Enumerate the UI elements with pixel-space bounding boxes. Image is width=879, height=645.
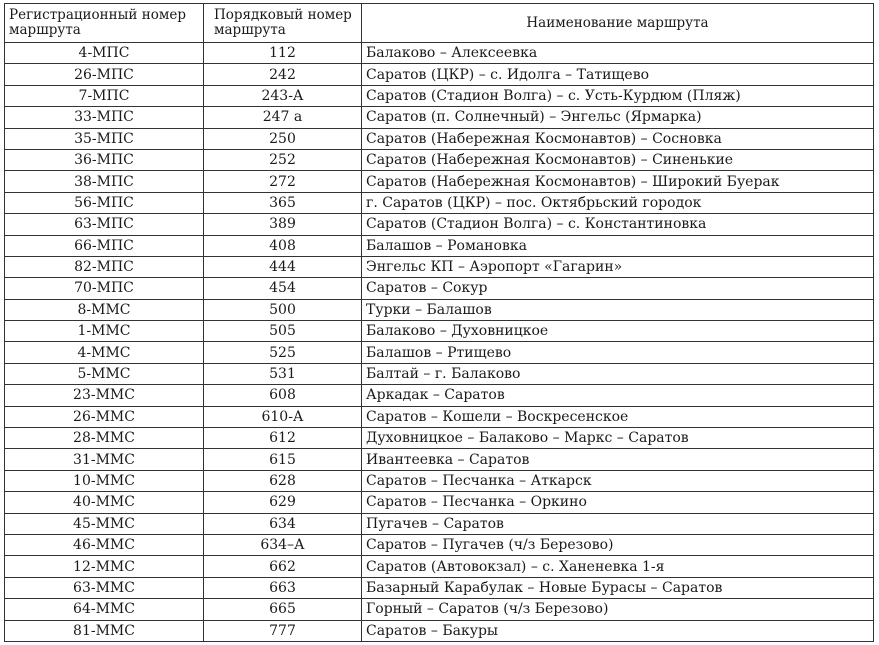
route-name-cell: Горный – Саратов (ч/з Березово) <box>362 599 874 620</box>
route-name-cell: Саратов (Стадион Волга) – с. Константиновка <box>362 214 874 235</box>
table-row <box>5 342 874 363</box>
table-row <box>5 470 874 491</box>
route-name-cell: Балашов – Романовка <box>362 235 874 256</box>
reg-number-cell: 7-МПС <box>5 85 204 106</box>
table-row <box>5 449 874 470</box>
table-row <box>5 192 874 213</box>
table-row <box>5 214 874 235</box>
seq-number-cell: 250 <box>204 128 362 149</box>
routes-table <box>4 3 874 642</box>
reg-number-cell: 63-ММС <box>5 577 204 598</box>
seq-number-cell: 612 <box>204 428 362 449</box>
reg-number-cell: 70-МПС <box>5 278 204 299</box>
table-row <box>5 513 874 534</box>
table-row <box>5 128 874 149</box>
seq-number-cell: 663 <box>204 577 362 598</box>
table-row <box>5 235 874 256</box>
reg-number-cell: 82-МПС <box>5 256 204 277</box>
reg-number-cell: 4-МПС <box>5 43 204 64</box>
seq-number-cell: 444 <box>204 256 362 277</box>
table-row <box>5 64 874 85</box>
table-row <box>5 534 874 555</box>
seq-number-cell: 777 <box>204 620 362 641</box>
seq-number-cell: 629 <box>204 492 362 513</box>
route-name-cell: Саратов – Бакуры <box>362 620 874 641</box>
seq-number-cell: 662 <box>204 556 362 577</box>
table-row <box>5 149 874 170</box>
route-name-cell: Балаково – Духовницкое <box>362 321 874 342</box>
seq-number-cell: 112 <box>204 43 362 64</box>
reg-number-cell: 64-ММС <box>5 599 204 620</box>
reg-number-cell: 56-МПС <box>5 192 204 213</box>
route-name-cell: Саратов (Набережная Космонавтов) – Сосновка <box>362 128 874 149</box>
reg-number-cell: 45-ММС <box>5 513 204 534</box>
table-row <box>5 43 874 64</box>
header-route-name: Наименование маршрута <box>362 4 874 43</box>
table-body <box>5 43 874 642</box>
reg-number-cell: 10-ММС <box>5 470 204 491</box>
reg-number-cell: 63-МПС <box>5 214 204 235</box>
seq-number-cell: 531 <box>204 363 362 384</box>
route-name-cell: Балашов – Ртищево <box>362 342 874 363</box>
route-name-cell: Пугачев – Саратов <box>362 513 874 534</box>
reg-number-cell: 5-ММС <box>5 363 204 384</box>
seq-number-cell: 242 <box>204 64 362 85</box>
reg-number-cell: 12-ММС <box>5 556 204 577</box>
reg-number-cell: 1-ММС <box>5 321 204 342</box>
seq-number-cell: 628 <box>204 470 362 491</box>
seq-number-cell: 454 <box>204 278 362 299</box>
reg-number-cell: 8-ММС <box>5 299 204 320</box>
route-name-cell: Балтай – г. Балаково <box>362 363 874 384</box>
header-row <box>5 4 874 43</box>
reg-number-cell: 33-МПС <box>5 107 204 128</box>
route-name-cell: Саратов (Набережная Космонавтов) – Синенькие <box>362 149 874 170</box>
reg-number-cell: 66-МПС <box>5 235 204 256</box>
table-row <box>5 428 874 449</box>
reg-number-cell: 40-ММС <box>5 492 204 513</box>
seq-number-cell: 365 <box>204 192 362 213</box>
reg-number-cell: 36-МПС <box>5 149 204 170</box>
table-row <box>5 107 874 128</box>
table-row <box>5 299 874 320</box>
route-name-cell: Энгельс КП – Аэропорт «Гагарин» <box>362 256 874 277</box>
header-seq-number: Порядковый номер маршрута <box>204 4 362 43</box>
reg-number-cell: 26-МПС <box>5 64 204 85</box>
route-name-cell: Аркадак – Саратов <box>362 385 874 406</box>
route-name-cell: Саратов – Кошели – Воскресенское <box>362 406 874 427</box>
route-name-cell: Духовницкое – Балаково – Маркс – Саратов <box>362 428 874 449</box>
route-name-cell: Саратов (п. Солнечный) – Энгельс (Ярмарка) <box>362 107 874 128</box>
reg-number-cell: 46-ММС <box>5 534 204 555</box>
table-row <box>5 171 874 192</box>
reg-number-cell: 81-ММС <box>5 620 204 641</box>
seq-number-cell: 272 <box>204 171 362 192</box>
seq-number-cell: 500 <box>204 299 362 320</box>
seq-number-cell: 252 <box>204 149 362 170</box>
reg-number-cell: 23-ММС <box>5 385 204 406</box>
route-name-cell: Базарный Карабулак – Новые Бурасы – Саратов <box>362 577 874 598</box>
route-name-cell: Саратов – Сокур <box>362 278 874 299</box>
seq-number-cell: 610-А <box>204 406 362 427</box>
table-row <box>5 577 874 598</box>
seq-number-cell: 665 <box>204 599 362 620</box>
reg-number-cell: 38-МПС <box>5 171 204 192</box>
table-row <box>5 385 874 406</box>
table-row <box>5 363 874 384</box>
reg-number-cell: 4-ММС <box>5 342 204 363</box>
seq-number-cell: 247 а <box>204 107 362 128</box>
route-name-cell: Саратов – Пугачев (ч/з Березово) <box>362 534 874 555</box>
route-name-cell: Ивантеевка – Саратов <box>362 449 874 470</box>
seq-number-cell: 634–А <box>204 534 362 555</box>
table-row <box>5 278 874 299</box>
seq-number-cell: 525 <box>204 342 362 363</box>
route-name-cell: Саратов – Песчанка – Аткарск <box>362 470 874 491</box>
table-row <box>5 256 874 277</box>
table-row <box>5 599 874 620</box>
route-name-cell: Балаково – Алексеевка <box>362 43 874 64</box>
reg-number-cell: 26-ММС <box>5 406 204 427</box>
seq-number-cell: 408 <box>204 235 362 256</box>
seq-number-cell: 634 <box>204 513 362 534</box>
table-row <box>5 321 874 342</box>
table-row <box>5 492 874 513</box>
table-row <box>5 620 874 641</box>
seq-number-cell: 608 <box>204 385 362 406</box>
table-header <box>5 4 874 43</box>
route-name-cell: Саратов – Песчанка – Оркино <box>362 492 874 513</box>
table-row <box>5 556 874 577</box>
route-name-cell: Саратов (Автовокзал) – с. Ханеневка 1-я <box>362 556 874 577</box>
route-name-cell: Саратов (ЦКР) – с. Идолга – Татищево <box>362 64 874 85</box>
seq-number-cell: 243-А <box>204 85 362 106</box>
table-row <box>5 85 874 106</box>
seq-number-cell: 389 <box>204 214 362 235</box>
route-name-cell: Турки – Балашов <box>362 299 874 320</box>
table-row <box>5 406 874 427</box>
reg-number-cell: 31-ММС <box>5 449 204 470</box>
seq-number-cell: 615 <box>204 449 362 470</box>
route-name-cell: г. Саратов (ЦКР) – пос. Октябрьский городок <box>362 192 874 213</box>
reg-number-cell: 28-ММС <box>5 428 204 449</box>
seq-number-cell: 505 <box>204 321 362 342</box>
reg-number-cell: 35-МПС <box>5 128 204 149</box>
route-name-cell: Саратов (Набережная Космонавтов) – Широкий Буерак <box>362 171 874 192</box>
header-reg-number: Регистрационный номер маршрута <box>5 4 204 43</box>
route-name-cell: Саратов (Стадион Волга) – с. Усть-Курдюм (Пляж) <box>362 85 874 106</box>
